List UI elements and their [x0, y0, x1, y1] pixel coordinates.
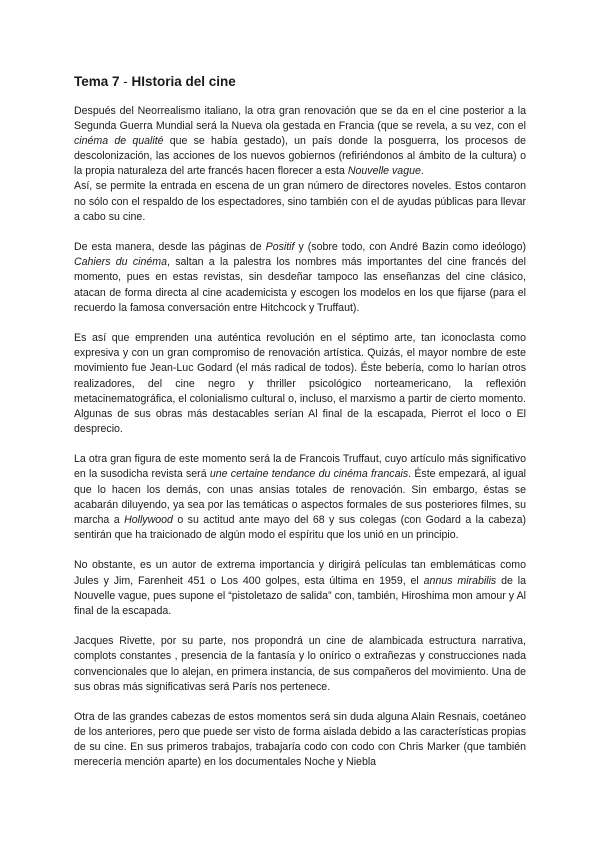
text-run: de la Nouvelle vague, pues supone el “pistoletazo de salida” con, también, Hiroshima mon amour y Al final de la escapada. [74, 574, 526, 617]
text-run: . [420, 165, 424, 178]
italic-term: Nouvelle vague [347, 165, 421, 178]
text-run: . Éste empezará, al igual que lo hacen los demás, con unas ansias totales de renovación. Sin embargo, éstas se acabarán diluyendo, ya sea por las temáticas o aspectos formales de sus posteriores filmes, su marcha a [74, 468, 527, 526]
text-run: y (sobre todo, con André Bazin como ideólogo) [294, 241, 526, 254]
text-run: que se había gestado), un país donde la posguerra, los procesos de descolonización, las acciones de los nuevos gobiernos (refiriéndonos al ámbito de la cultura) o la propia naturaleza del arte francés hacen florecer a esta [74, 135, 526, 178]
italic-term: Cahiers du cinéma [74, 256, 168, 269]
text-run: o su actitud ante mayo del 68 y sus colegas (con Godard a la cabeza) sentirán que ha traicionado de algún modo el espíritu que los unió en un principio. [74, 513, 527, 541]
text-run: De esta manera, desde las páginas de [74, 241, 266, 254]
paragraph-godard: Es así que emprenden una auténtica revolución en el séptimo arte, tan iconoclasta como expresiva y con un gran compromiso de renovación artística. Quizás, el mayor nombre de este movimiento fue Jean-Luc Godard (el más radical de todos). Éste bebería, como lo harían otros realizadores, del cine negro y thriller psicológico norteamericano, la reflexión metacinematográfica, el colonialismo cultural o, incluso, el marxismo a partir de cierto momento. Algunas de sus obras más destacables serían Al final de la escapada, Pierrot el loco o El desprecio. [74, 332, 526, 435]
title-topic-name: HIstoria del cine [131, 74, 236, 89]
italic-term: Positif [265, 241, 295, 254]
paragraph-truffaut-films [74, 558, 526, 618]
italic-term: annus mirabilis [423, 574, 497, 587]
document-page [74, 74, 526, 786]
paragraph-rivette: Jacques Rivette, por su parte, nos propondrá un cine de alambicada estructura narrativa, complots constantes , presencia de la fantasía y lo onírico o extrañezas y construcciones nada convencionales que lo alejan, en primera instancia, de sus compañeros del movimiento. Una de sus obras más significativas será París nos pertenece. [74, 635, 526, 693]
italic-term: Hollywood [124, 513, 173, 526]
title-topic-number: Tema 7 [74, 74, 120, 89]
title-separator: - [119, 74, 132, 89]
paragraph-new-directors: Así, se permite la entrada en escena de un gran número de directores noveles. Estos contaron no sólo con el respaldo de los espectadores, sino también con el de ayudas públicas para llevar a cabo su cine. [74, 180, 526, 223]
text-run: No obstante, es un autor de extrema importancia y dirigirá películas tan emblemáticas como Jules y Jim, Farenheit 451 o Los 400 golpes, esta última en 1959, el [74, 559, 526, 587]
paragraph-intro-nouvelle-vague [74, 104, 526, 179]
text-run: Después del Neorrealismo italiano, la otra gran renovación que se da en el cine posterior a la Segunda Guerra Mundial será la Nueva ola gestada en Francia (que se revela, a su vez, con el [74, 105, 526, 133]
paragraph-magazines [74, 240, 526, 315]
page-title [74, 74, 526, 90]
text-run: La otra gran figura de este momento será la de Francois Truffaut, cuyo artículo más significativo en la susodicha revista será [74, 453, 526, 481]
paragraph-truffaut [74, 452, 526, 543]
italic-term: cinéma de qualité [74, 135, 164, 148]
italic-term: une certaine tendance du cinéma francais [209, 468, 409, 481]
text-run: , saltan a la palestra los nombres más importantes del cine francés del momento, pues en estas revistas, sin desdeñar tampoco las enseñanzas del cine clásico, atacan de forma directa al cine academicista y escogen los modelos en los que fijarse (para el recuerdo la famosa conversación entre Hitchcock y Truffaut). [74, 256, 526, 314]
paragraph-resnais: Otra de las grandes cabezas de estos momentos será sin duda alguna Alain Resnais, coetáneo de los anteriores, pero que puede ser visto de forma aislada debido a las características propias de su cine. En sus primeros trabajos, trabajaría codo con codo con Chris Marker (que también merecería mención aparte) en los documentales Noche y Niebla [74, 711, 526, 769]
